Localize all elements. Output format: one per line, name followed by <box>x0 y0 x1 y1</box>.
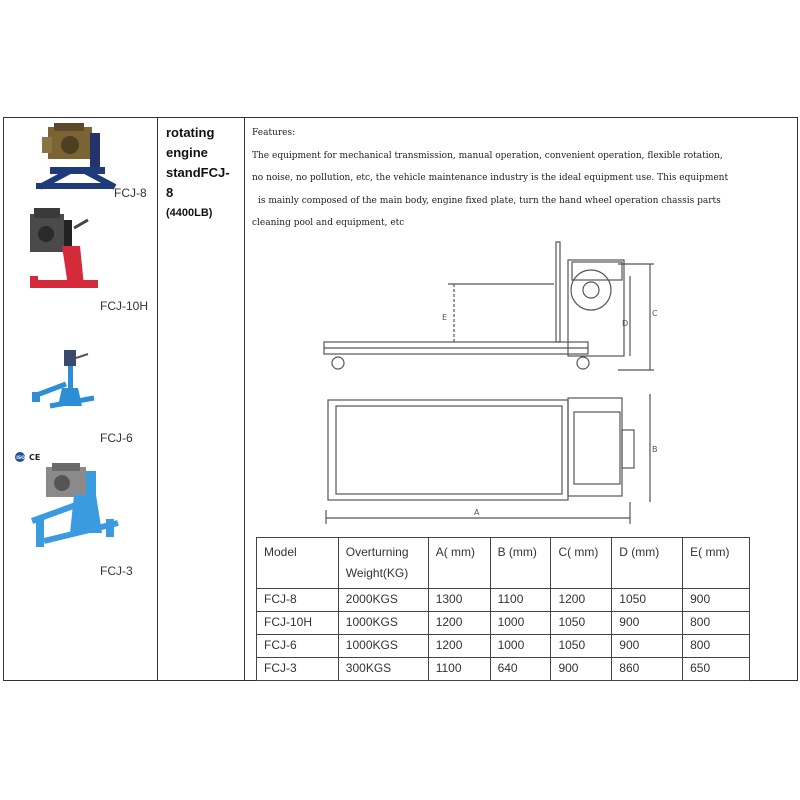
fcj-8-engine-stand-image <box>30 123 120 201</box>
dimension-label-c: C <box>652 309 658 318</box>
model-label-fcj-10h: FCJ-10H <box>100 299 149 313</box>
table-row <box>257 658 750 681</box>
table-cell: FCJ-10H <box>257 612 339 635</box>
header-cell: Model <box>257 538 339 589</box>
spec-table-header-row <box>257 538 750 589</box>
features-section <box>252 122 797 235</box>
fcj-10h-engine-stand-image <box>24 206 104 296</box>
table-cell: 900 <box>683 589 750 612</box>
table-cell: FCJ-8 <box>257 589 339 612</box>
features-line: no noise, no pollution, etc, the vehicle maintenance industry is the ideal equipment use. This equipment <box>252 173 729 183</box>
table-cell: 1000 <box>490 612 551 635</box>
table-cell: 650 <box>683 658 750 681</box>
header-cell: B (mm) <box>490 538 551 589</box>
load-capacity: (4400LB) <box>166 207 213 219</box>
svg-text:CE: CE <box>29 453 41 462</box>
table-cell: 1300 <box>428 589 490 612</box>
table-row <box>257 635 750 658</box>
title-line: engine <box>166 145 208 160</box>
header-cell: Overturning Weight(KG) <box>338 538 428 589</box>
features-line: The equipment for mechanical transmission, manual operation, convenient operation, flexible rotation, <box>252 150 723 161</box>
column-divider <box>157 118 158 680</box>
table-cell: 1050 <box>551 612 612 635</box>
title-line: 8 <box>166 185 174 200</box>
table-cell: 800 <box>683 612 750 635</box>
table-cell: 860 <box>612 658 683 681</box>
table-cell: 1200 <box>428 612 490 635</box>
title-line: rotating <box>166 125 215 140</box>
table-cell: FCJ-3 <box>257 658 339 681</box>
svg-text:ISO: ISO <box>16 456 25 461</box>
features-heading: Features: <box>252 128 296 138</box>
header-cell: A( mm) <box>428 538 490 589</box>
table-cell: 1200 <box>428 635 490 658</box>
table-cell: 1000 <box>490 635 551 658</box>
model-label-fcj-8: FCJ-8 <box>114 186 147 200</box>
table-cell: 1050 <box>551 635 612 658</box>
dimension-label-a: A <box>474 508 480 517</box>
table-cell: 2000KGS <box>338 589 428 612</box>
table-cell: 900 <box>551 658 612 681</box>
title-line: standFCJ- <box>166 165 230 180</box>
table-row <box>257 589 750 612</box>
table-row <box>257 612 750 635</box>
table-cell: 1100 <box>490 589 551 612</box>
table-cell: FCJ-6 <box>257 635 339 658</box>
technical-drawing <box>258 230 680 536</box>
model-label-fcj-6: FCJ-6 <box>100 431 133 445</box>
dimension-label-d: D <box>622 319 629 328</box>
dimension-label-e: E <box>442 313 448 322</box>
table-cell: 800 <box>683 635 750 658</box>
header-cell: C( mm) <box>551 538 612 589</box>
model-label-fcj-3: FCJ-3 <box>100 564 133 578</box>
table-cell: 900 <box>612 612 683 635</box>
table-cell: 1000KGS <box>338 612 428 635</box>
fcj-6-engine-stand-image <box>30 348 100 410</box>
table-cell: 900 <box>612 635 683 658</box>
spec-table <box>256 537 750 681</box>
dimension-label-b: B <box>652 445 658 454</box>
table-cell: 300KGS <box>338 658 428 681</box>
features-line: cleaning pool and equipment, etc <box>252 218 405 228</box>
features-line: is mainly composed of the main body, engine fixed plate, turn the hand wheel operation chassis parts <box>258 195 721 206</box>
column-divider <box>244 118 245 680</box>
table-cell: 1100 <box>428 658 490 681</box>
table-cell: 640 <box>490 658 551 681</box>
table-cell: 1200 <box>551 589 612 612</box>
header-cell: E( mm) <box>683 538 750 589</box>
product-spec-sheet <box>3 117 798 681</box>
table-cell: 1050 <box>612 589 683 612</box>
table-cell: 1000KGS <box>338 635 428 658</box>
fcj-3-engine-stand-image <box>26 461 126 553</box>
product-title <box>166 123 244 223</box>
header-cell: D (mm) <box>612 538 683 589</box>
